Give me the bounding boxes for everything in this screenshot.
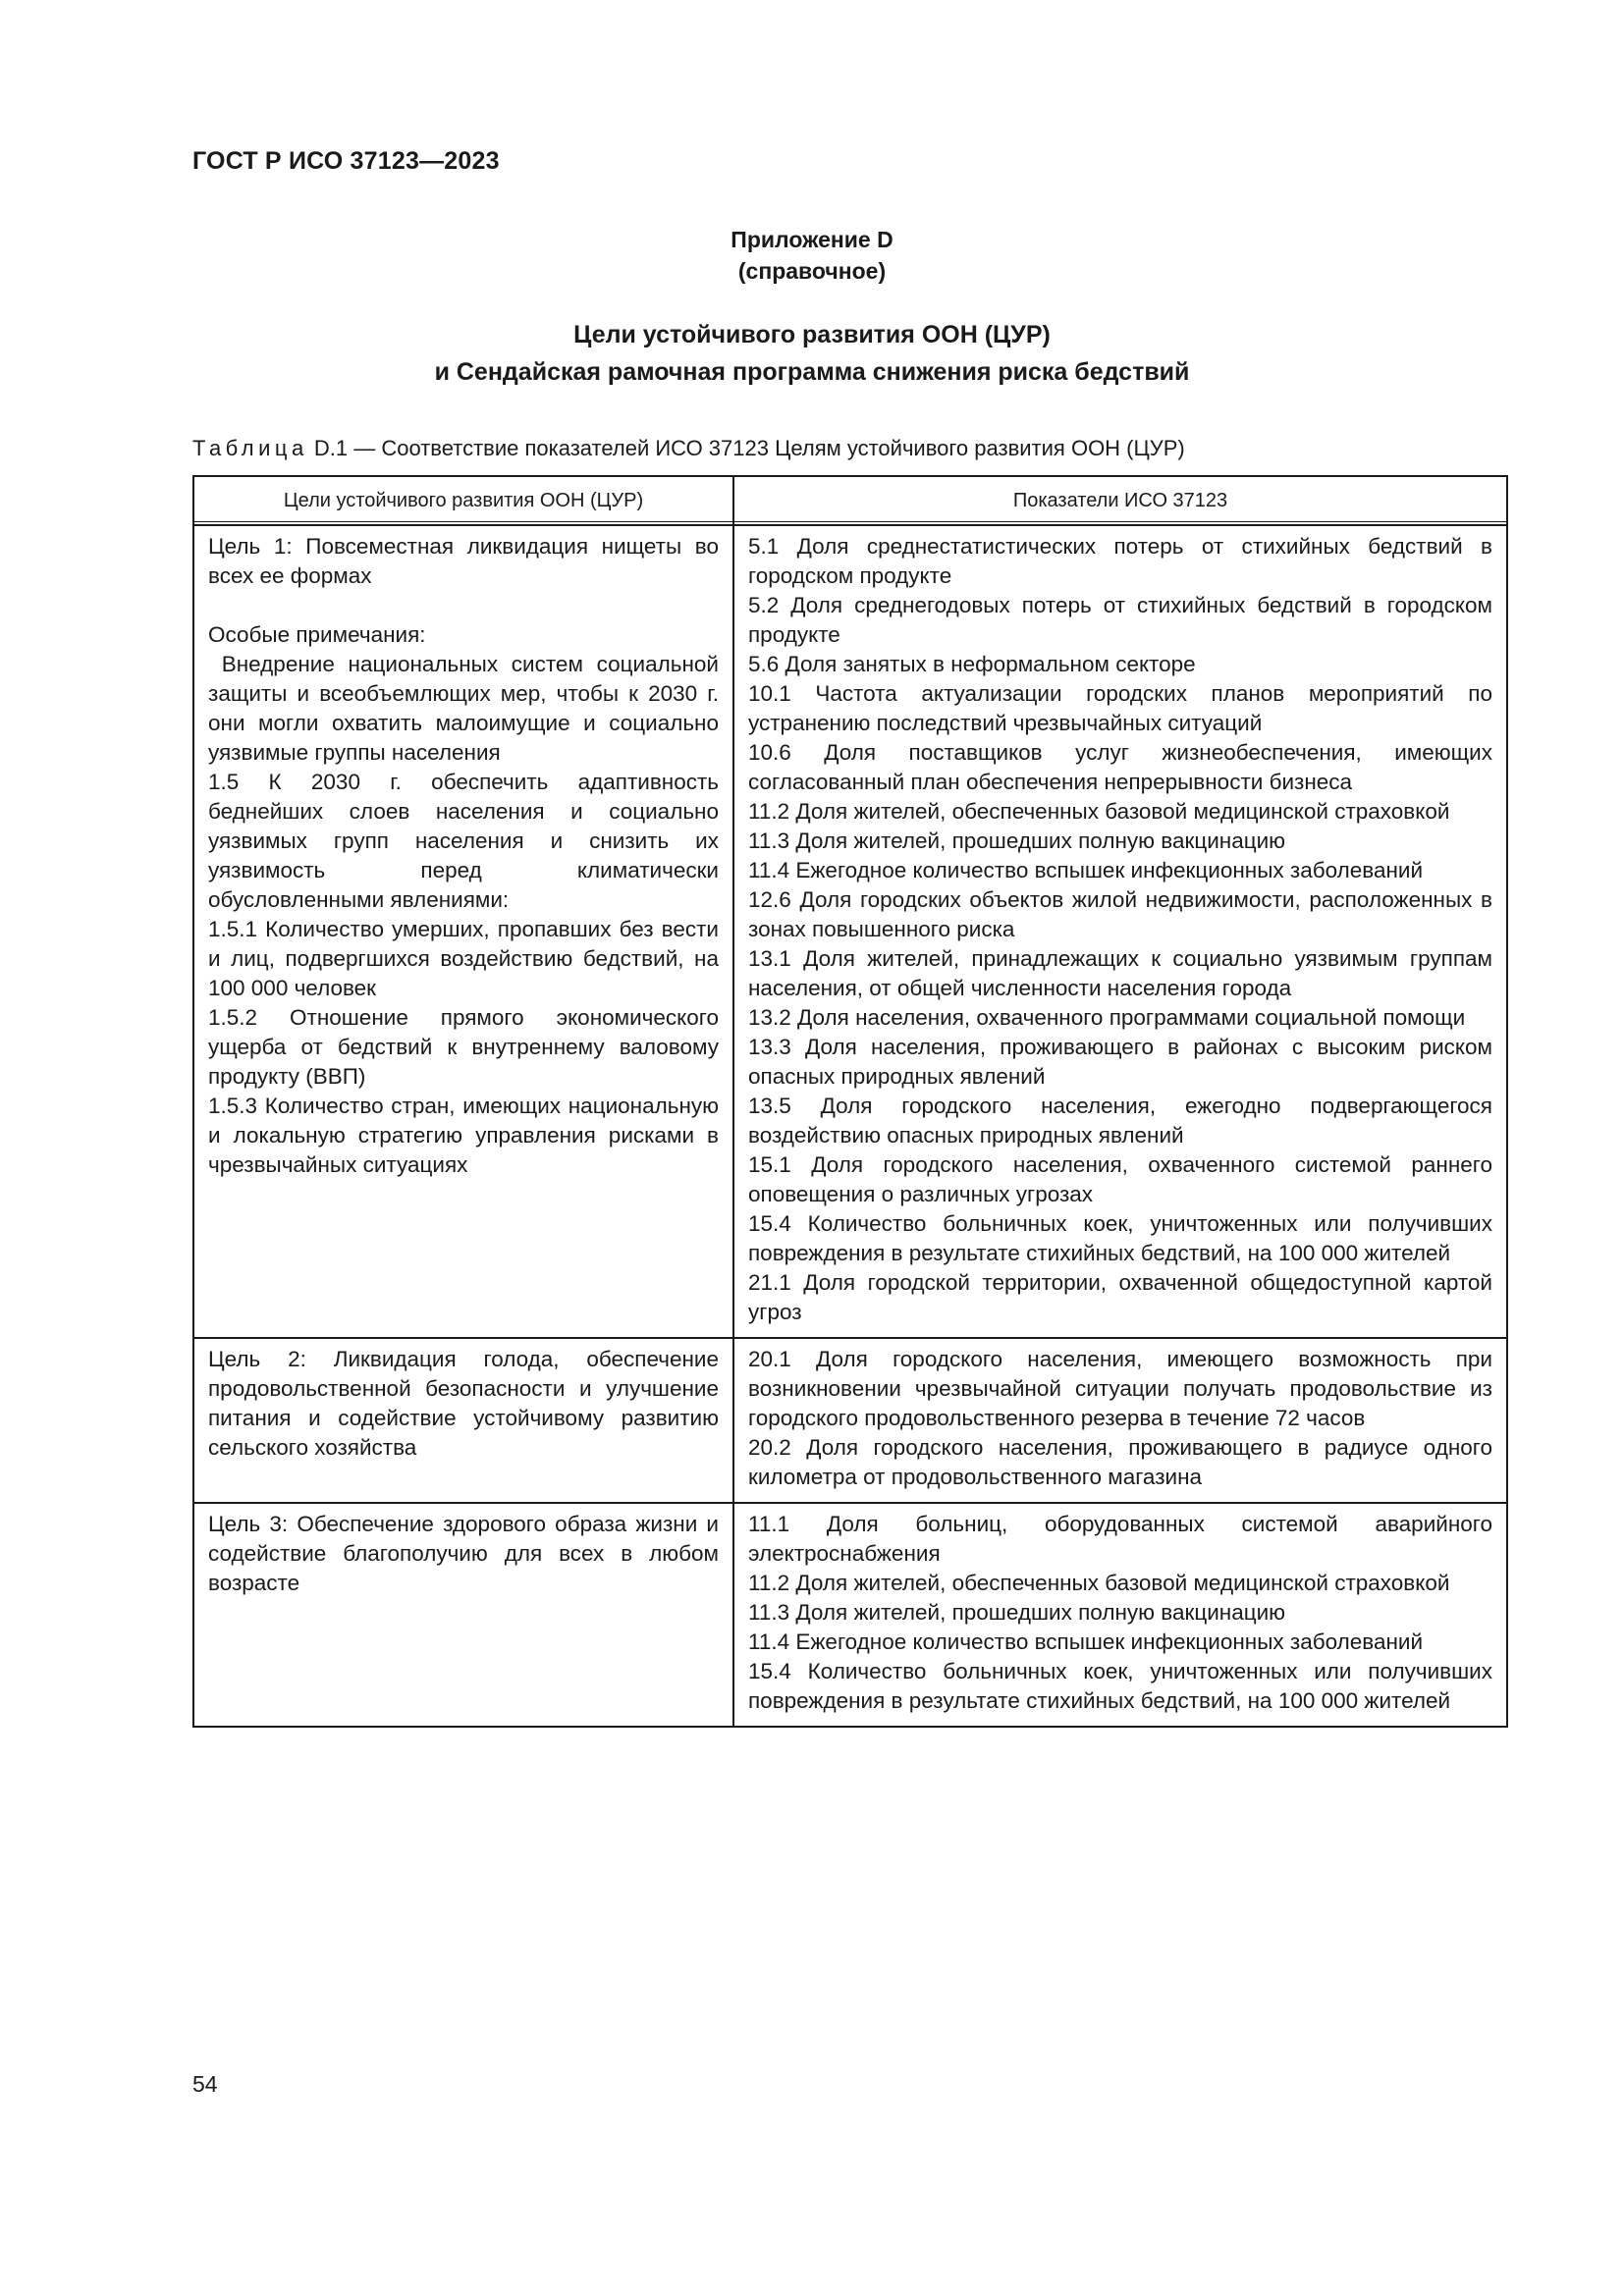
- note-item: 1.5.2 Отношение прямого экономического ущерба от бедствий к внутреннему валовому продукту (ВВП): [208, 1005, 719, 1089]
- indicator-item: 10.1 Частота актуализации городских планов мероприятий по устранению последствий чрезвычайных ситуаций: [748, 681, 1492, 735]
- header-sdg-goals: Цели устойчивого развития ООН (ЦУР): [193, 476, 733, 525]
- indicator-item: 21.1 Доля городской территории, охваченной общедоступной картой угроз: [748, 1270, 1492, 1324]
- goal-cell: [193, 1338, 733, 1503]
- indicator-item: 15.4 Количество больничных коек, уничтоженных или получивших повреждения в результате стихийных бедствий, на 100 000 жителей: [748, 1211, 1492, 1265]
- note-item: 1.5.3 Количество стран, имеющих национальную и локальную стратегию управления рисками в чрезвычайных ситуациях: [208, 1094, 719, 1177]
- sdg-correspondence-table: [192, 475, 1508, 1728]
- header-iso-indicators: Показатели ИСО 37123: [733, 476, 1507, 525]
- table-caption-prefix: Таблица: [192, 436, 308, 460]
- indicators-cell: [733, 1338, 1507, 1503]
- indicator-item: 11.3 Доля жителей, прошедших полную вакцинацию: [748, 828, 1286, 853]
- page-number: 54: [192, 2071, 218, 2097]
- spacer: [208, 591, 719, 620]
- note-item: 1.5.1 Количество умерших, пропавших без вести и лиц, подвергшихся воздействию бедствий, на 100 000 человек: [208, 917, 719, 1000]
- goal-text: Цель 1: Повсеместная ликвидация нищеты во всех ее формах: [208, 534, 719, 588]
- annex-label: Приложение D: [731, 227, 893, 252]
- note-item: 1.5 К 2030 г. обеспечить адаптивность беднейших слоев населения и социально уязвимых групп населения и снизить их уязвимость перед климатически обусловленными явлениями:: [208, 770, 719, 912]
- indicator-item: 13.5 Доля городского населения, ежегодно подвергающегося воздействию опасных природных явлений: [748, 1094, 1492, 1148]
- indicator-item: 11.1 Доля больниц, оборудованных системой аварийного электроснабжения: [748, 1512, 1492, 1566]
- indicator-item: 11.3 Доля жителей, прошедших полную вакцинацию: [748, 1600, 1286, 1625]
- indicator-item: 5.2 Доля среднегодовых потерь от стихийных бедствий в городском продукте: [748, 593, 1492, 647]
- document-code: ГОСТ Р ИСО 37123—2023: [192, 147, 500, 175]
- table-row-goal-2: [193, 1338, 1507, 1503]
- goal-text: Цель 3: Обеспечение здорового образа жизни и содействие благополучию для всех в любом возрасте: [208, 1512, 719, 1595]
- annex-title-line-1: Цели устойчивого развития ООН (ЦУР): [573, 321, 1051, 348]
- table-caption: [192, 436, 1185, 461]
- indicator-item: 13.1 Доля жителей, принадлежащих к социально уязвимым группам населения, от общей численности населения города: [748, 946, 1492, 1000]
- indicator-item: 15.1 Доля городского населения, охваченного системой раннего оповещения о различных угрозах: [748, 1152, 1492, 1206]
- indicator-item: 10.6 Доля поставщиков услуг жизнеобеспечения, имеющих согласованный план обеспечения непрерывности бизнеса: [748, 740, 1492, 794]
- note-item: Внедрение национальных систем социальной защиты и всеобъемлющих мер, чтобы к 2030 г. они могли охватить малоимущие и социально уязвимые группы населения: [208, 652, 726, 765]
- indicator-item: 11.2 Доля жителей, обеспеченных базовой медицинской страховкой: [748, 799, 1450, 824]
- annex-kind: (справочное): [737, 258, 887, 284]
- indicators-cell: [733, 525, 1507, 1338]
- indicator-item: 12.6 Доля городских объектов жилой недвижимости, расположенных в зонах повышенного риска: [748, 887, 1492, 941]
- table-caption-text: D.1 — Соответствие показателей ИСО 37123 Целям устойчивого развития ООН (ЦУР): [307, 436, 1185, 460]
- indicator-item: 5.6 Доля занятых в неформальном секторе: [748, 652, 1196, 676]
- table-header-row: [193, 476, 1507, 525]
- indicator-item: 13.3 Доля населения, проживающего в районах с высоким риском опасных природных явлений: [748, 1035, 1492, 1089]
- indicators-cell: [733, 1503, 1507, 1727]
- table-row-goal-3: [193, 1503, 1507, 1727]
- indicator-item: 20.2 Доля городского населения, проживающего в радиусе одного километра от продовольственного магазина: [748, 1435, 1492, 1489]
- annex-title: [0, 316, 1624, 391]
- indicator-item: 5.1 Доля среднестатистических потерь от стихийных бедствий в городском продукте: [748, 534, 1492, 588]
- goal-text: Цель 2: Ликвидация голода, обеспечение продовольственной безопасности и улучшение питания и содействие устойчивому развитию сельского хозяйства: [208, 1347, 719, 1460]
- notes-label: Особые примечания:: [208, 622, 426, 647]
- goal-cell: [193, 525, 733, 1338]
- indicator-item: 15.4 Количество больничных коек, уничтоженных или получивших повреждения в результате стихийных бедствий, на 100 000 жителей: [748, 1659, 1492, 1713]
- indicator-item: 11.4 Ежегодное количество вспышек инфекционных заболеваний: [748, 858, 1424, 882]
- indicator-item: 13.2 Доля населения, охваченного программами социальной помощи: [748, 1005, 1466, 1030]
- annex-heading: [0, 224, 1624, 287]
- goal-cell: [193, 1503, 733, 1727]
- annex-title-line-2: и Сендайская рамочная программа снижения риска бедствий: [434, 358, 1190, 386]
- table-row-goal-1: [193, 525, 1507, 1338]
- indicator-item: 11.2 Доля жителей, обеспеченных базовой медицинской страховкой: [748, 1571, 1450, 1595]
- indicator-item: 20.1 Доля городского населения, имеющего возможность при возникновении чрезвычайной ситуации получать продовольствие из городского продовольственного резерва в течение 72 часов: [748, 1347, 1492, 1430]
- indicator-item: 11.4 Ежегодное количество вспышек инфекционных заболеваний: [748, 1629, 1424, 1654]
